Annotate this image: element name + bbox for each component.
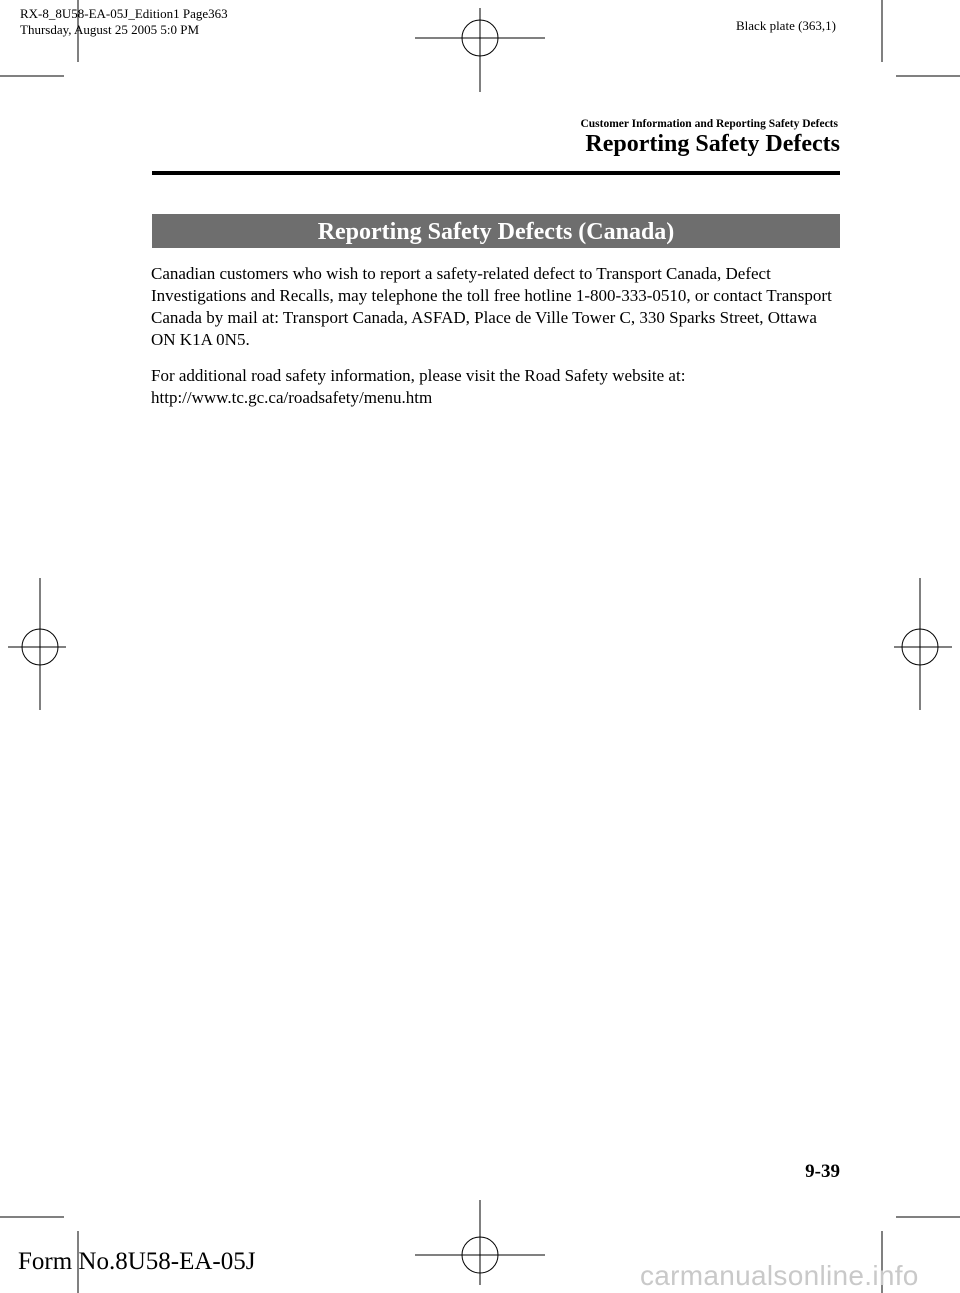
header-rule [152,171,840,175]
article-heading: Reporting Safety Defects (Canada) [152,214,840,248]
chapter-title: Customer Information and Reporting Safety Defects [580,118,838,130]
section-title: Reporting Safety Defects [585,131,840,157]
watermark: carmanualsonline.info [640,1260,919,1291]
plate-label: Black plate (363,1) [736,18,836,33]
print-date-line: Thursday, August 25 2005 5:0 PM [20,22,199,37]
page-number: 9-39 [805,1161,840,1182]
form-number: Form No.8U58-EA-05J [18,1248,256,1275]
print-job-line: RX-8_8U58-EA-05J_Edition1 Page363 [20,6,228,21]
paragraph-canada-contact: Canadian customers who wish to report a safety-related defect to Transport Canada, Defect Investigations and Recalls, may telephone the toll free hotline 1-800-333-0510, or contact Transport Canada by mail at: Transport Canada, ASFAD, Place de Ville Tower C, 330 Sparks Street, Ottawa ON K1A 0N5. [151,264,832,349]
paragraph-road-safety: For additional road safety information, please visit the Road Safety website at: http://www.tc.gc.ca/roadsafety/menu.htm [151,366,686,407]
